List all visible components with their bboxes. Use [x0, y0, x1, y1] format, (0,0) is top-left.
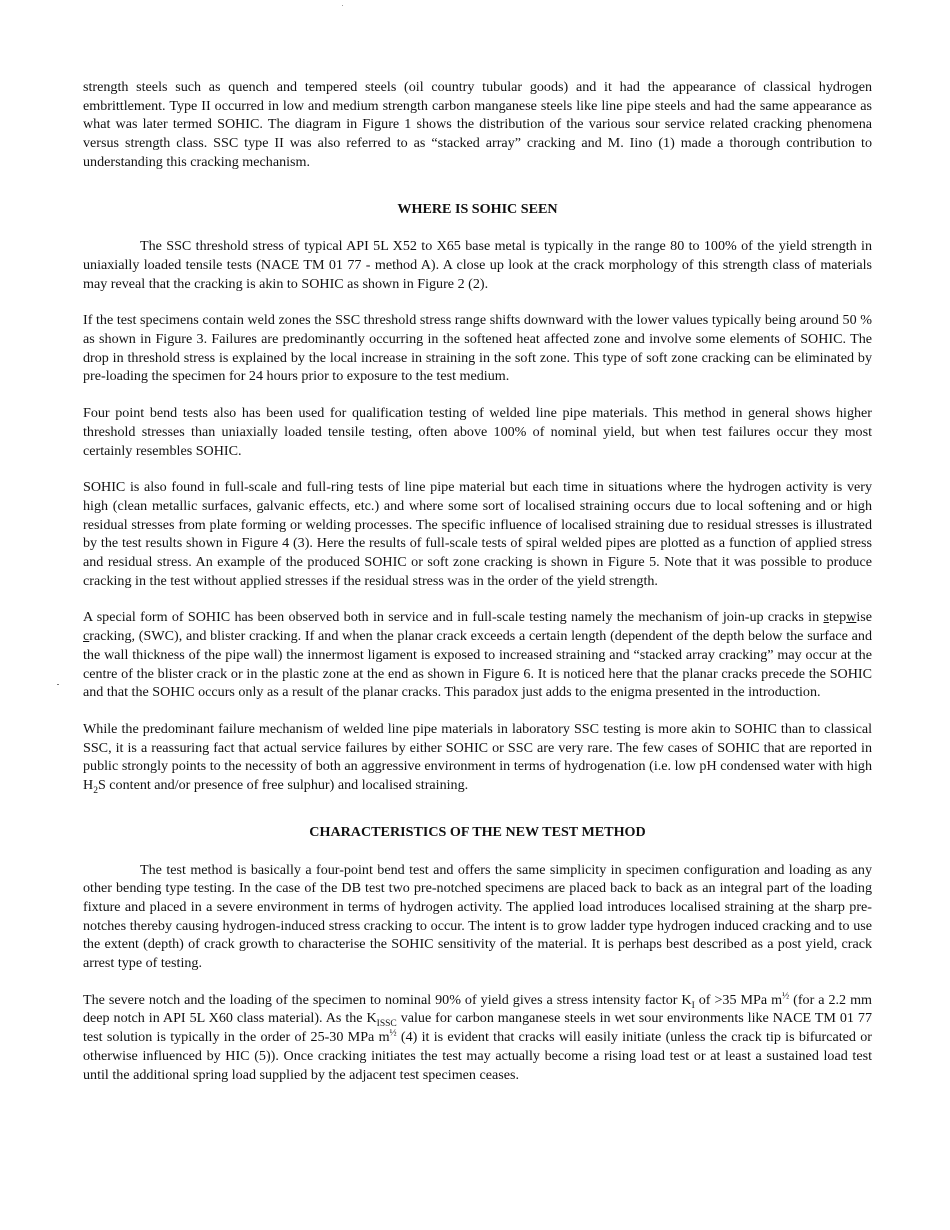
paragraph-predominant-failure: While the predominant failure mechanism of welded line pipe materials in laboratory SSC testing is more akin to SOHIC than to classical SSC, it is a reassuring fact that actual service failures by either SOHIC or SSC are very rare. The few cases of SOHIC that are reported in public strongly points to the necessity of both an aggressive environment in terms of hydrogenation (i.e. low pH condensed water with high $H_2S$ content and/or presence of free sulphur) and localised straining.	[83, 720, 872, 796]
margin-mark	[57, 684, 59, 685]
paragraph-four-point-bend: Four point bend tests also has been used for qualification testing of welded line pipe materials. This method in general shows higher threshold stresses than uniaxially loaded tensile testing, often above 100% of nominal yield, but when test failures occur they most certainly resembles SOHIC.	[83, 405, 872, 459]
paragraph-intro-continuation: strength steels such as quench and tempered steels (oil country tubular goods) and it had the appearance of classical hydrogen embrittlement. Type II occurred in low and medium strength carbon manganese steels like line pipe steels and had the same appearance as what was later termed SOHIC. The diagram in Figure 1 shows the distribution of the various sour service related cracking phenomena versus strength class. SSC type II was also referred to as “stacked array” cracking and M. Iino (1) made a thorough contribution to understanding this cracking mechanism.	[83, 79, 872, 170]
document-page	[83, 78, 872, 1102]
scan-speck	[342, 5, 343, 6]
section-heading-where-is-sohic-seen: WHERE IS SOHIC SEEN	[397, 200, 558, 217]
paragraph-severe-notch: The severe notch and the loading of the specimen to nominal 90% of yield gives a stress intensity factor $K_I$ of >35 MPa $m^{\frac{1}{2}}$ (for a 2.2 mm deep notch in API 5L X60 class material). As the $K_{ISSC}$ value for carbon manganese steels in wet sour environments like NACE TM 01 77 test solution is typically in the order of 25-30 MPa $m^{\frac{1}{2}}$ (4) it is evident that cracks will easily initiate (unless the crack tip is bifurcated or otherwise influenced by HIC (5)). Once cracking initiates the test may actually become a rising load test or at least a sustained load test until the additional spring load supplied by the adjacent test specimen ceases.	[83, 991, 872, 1083]
paragraph-test-method: The test method is basically a four-point bend test and offers the same simplicity in specimen configuration and loading as any other bending type testing. In the case of the DB test two pre-notched specimens are placed back to back as an integral part of the loading fixture and placed in a severe environment in terms of hydrogen activity. The applied load introduces localised straining at the sharp pre-notches thereby causing hydrogen-induced stress cracking to occur. The intent is to grow ladder type hydrogen induced cracking and to use the extent (depth) of crack growth to characterise the SOHIC sensitivity of the material. It is perhaps best described as a post yield, crack arrest type of testing.	[83, 861, 872, 972]
paragraph-full-scale-tests: SOHIC is also found in full-scale and full-ring tests of line pipe material but each time in situations where the hydrogen activity is very high (clean metallic surfaces, galvanic effects, etc.) and where some sort of localised straining occurs due to local softening and or high residual stresses from plate forming or welding processes. The specific influence of localised straining due to residual stresses is illustrated by the test results shown in Figure 4 (3). Here the results of full-scale tests of spiral welded pipes are plotted as a function of applied stress and residual stress. An example of the produced SOHIC or soft zone cracking is shown in Figure 5. Note that it was possible to produce cracking in the test without applied stresses if the residual stress was in the order of the yield strength.	[83, 479, 872, 589]
paragraph-special-form-sohic: A special form of SOHIC has been observed both in service and in full-scale testing namely the mechanism of join-up cracks in stepwise cracking, (SWC), and blister cracking. If and when the planar crack exceeds a certain length (dependent of the depth below the surface and the wall thickness of the pipe wall) the innermost ligament is exposed to increased straining and “stacked array cracking” may occur at the centre of the blister crack or in the plastic zone at the end as shown in Figure 6. It is noticed here that the planar cracks precede the SOHIC and that the SOHIC occurs only as a result of the planar cracks. This paradox just adds to the enigma presented in the introduction.	[83, 609, 872, 701]
section-heading-characteristics: CHARACTERISTICS OF THE NEW TEST METHOD	[309, 823, 646, 840]
paragraph-weld-zones: If the test specimens contain weld zones the SSC threshold stress range shifts downward with the lower values typically being around 50 % as shown in Figure 3. Failures are predominantly occurring in the softened heat affected zone and involve some elements of SOHIC. The drop in threshold stress is explained by the local increase in straining in the soft zone. This type of soft zone cracking can be eliminated by pre-loading the specimen for 24 hours prior to exposure to the test medium.	[83, 312, 872, 385]
paragraph-ssc-threshold: The SSC threshold stress of typical API 5L X52 to X65 base metal is typically in the range 80 to 100% of the yield strength in uniaxially loaded tensile tests (NACE TM 01 77 - method A). A close up look at the crack morphology of this strength class of materials may reveal that the cracking is akin to SOHIC as shown in Figure 2 (2).	[83, 238, 872, 292]
